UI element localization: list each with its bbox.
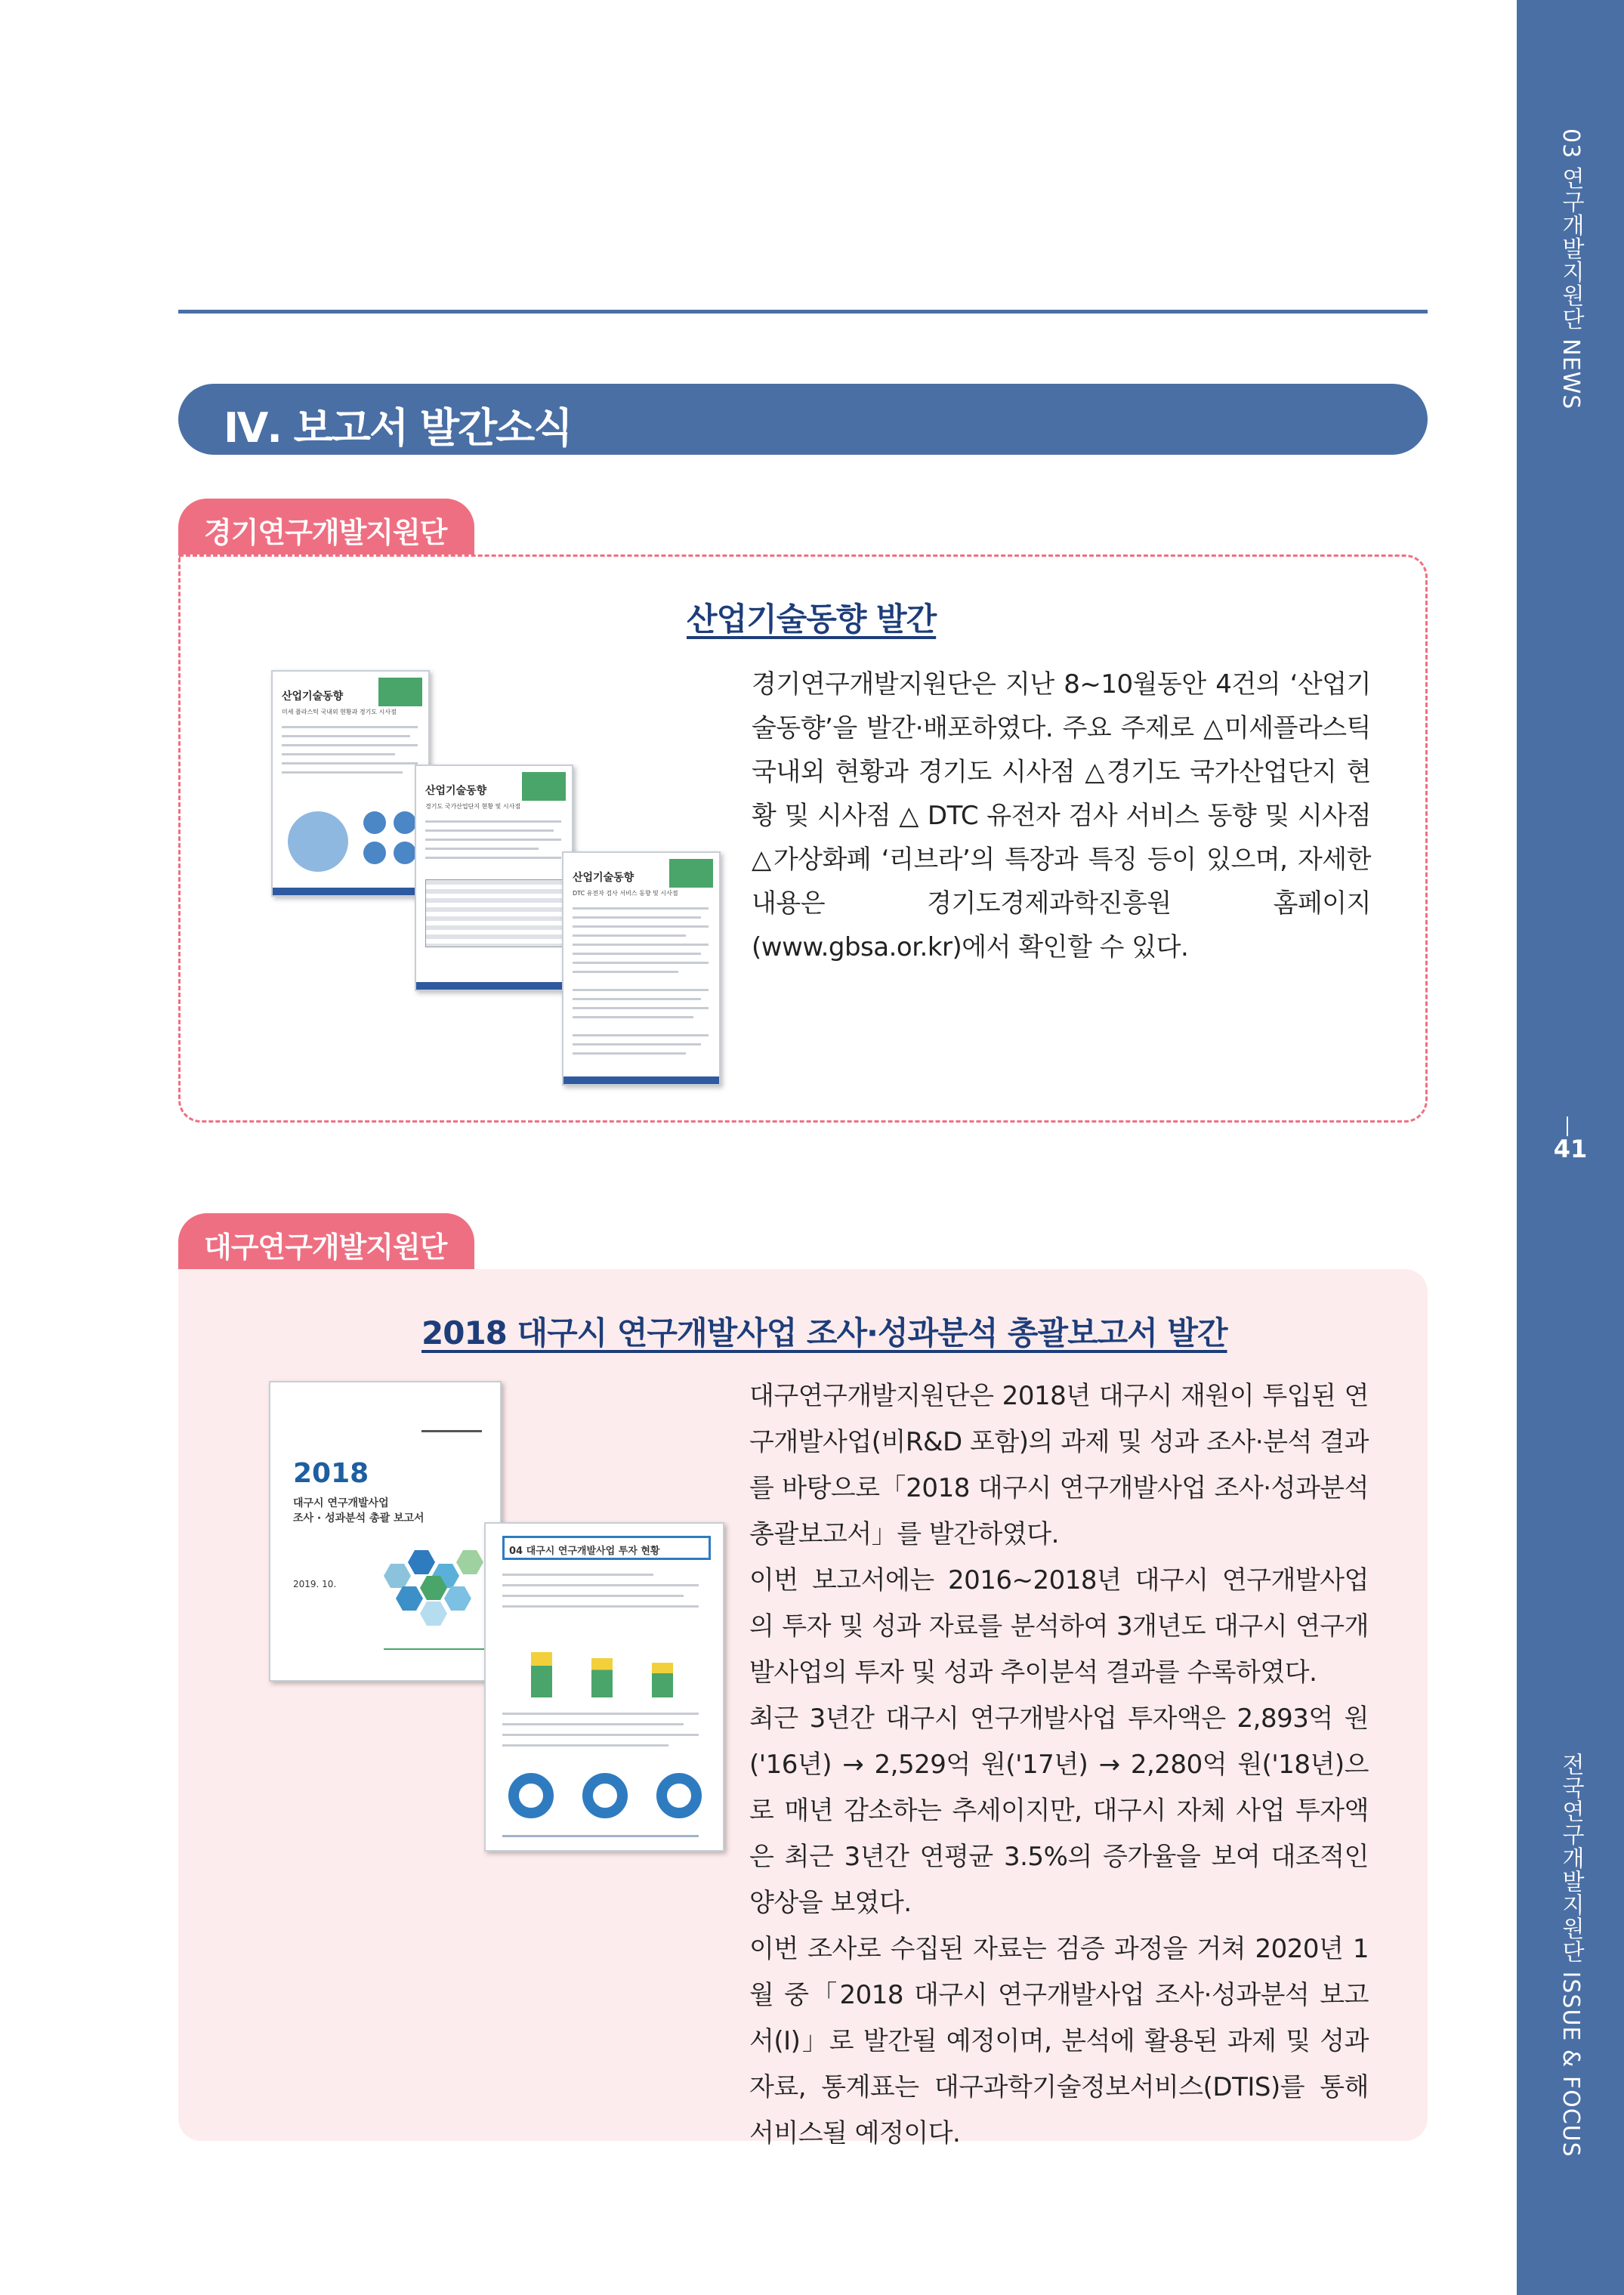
donut-chart-figure (656, 1773, 702, 1818)
donut-chart-figure (582, 1773, 628, 1818)
cover-title-line: 대구시 연구개발사업 (293, 1497, 389, 1509)
text-line (425, 848, 539, 850)
hexagon-graphic (384, 1564, 411, 1588)
text-line (282, 771, 403, 774)
thumbnail-footer (563, 1076, 719, 1084)
report-cover (269, 1381, 502, 1682)
report-thumbnail (415, 764, 573, 991)
figure-circle (363, 842, 386, 864)
issue-badge (522, 772, 566, 801)
text-line (282, 762, 418, 764)
top-divider (178, 310, 1428, 314)
text-line (425, 820, 561, 823)
cover-title-line: 조사 · 성과분석 총괄 보고서 (293, 1512, 425, 1524)
hexagon-graphic (456, 1550, 483, 1574)
thumbnail-subtitle: 경기도 국가산업단지 현황 및 시사점 (425, 803, 521, 810)
figure-circle (363, 811, 386, 834)
donut-chart-figure (508, 1773, 554, 1818)
text-line (573, 934, 686, 937)
page-tick (1567, 1117, 1568, 1136)
body-paragraph: 이번 조사로 수집된 자료는 검증 과정을 거쳐 2020년 1월 중「2018 대구시 연구개발사업 조사·성과분석 보고서(I)」로 발간될 예정이며, 분석에 활용된 과제 및 성과자료, 통계표는 대구과학기술정보서비스(DTIS)를 통해 서비스될 예정이다. (749, 1934, 1369, 2148)
text-line (573, 1052, 686, 1055)
thumbnail-title: 산업기술동향 (282, 690, 344, 703)
text-line (573, 998, 701, 1000)
gyeonggi-body: 경기연구개발지원단은 지난 8~10월동안 4건의 ‘산업기술동향’을 발간·배포하였다. 주요 주제로 △미세플라스틱 국내외 현황과 경기도 시사점 △경기도 국가산업단지 현황 및 시사점 △ DTC 유전자 검사 서비스 동향 및 시사점 △가상화폐 ‘리브라’의 특장과 특징 등이 있으며, 자세한 내용은 경기도경제과학진흥원 홈페이지(www.gbsa.or.kr)에서 확인할 수 있다. (752, 669, 1371, 962)
thumbnail-subtitle: 미세 플라스틱 국내외 현황과 경기도 시사점 (282, 709, 397, 715)
body-paragraph: 이번 보고서에는 2016~2018년 대구시 연구개발사업의 투자 및 성과 자료를 분석하여 3개년도 대구시 연구개발사업의 투자 및 성과 추이분석 결과를 수록하였다. (749, 1565, 1369, 1688)
text-line (282, 753, 395, 755)
text-line (425, 857, 561, 859)
text-line (282, 726, 418, 728)
brand-mark (421, 1417, 482, 1432)
text-line (573, 944, 709, 946)
text-line (425, 829, 554, 832)
hexagon-graphic (444, 1586, 471, 1611)
figure-circle (394, 811, 416, 834)
text-line (502, 1595, 684, 1597)
text-line (573, 1007, 709, 1009)
text-line (502, 1584, 699, 1586)
side-bar (1517, 0, 1624, 2295)
thumbnail-title: 산업기술동향 (573, 872, 634, 884)
bar (591, 1658, 613, 1697)
cover-title (293, 1496, 425, 1526)
text-line (502, 1744, 668, 1747)
sidebar-bottom-label: 전국연구개발지원단 ISSUE & FOCUS (1558, 1753, 1584, 2158)
text-line (282, 744, 418, 746)
daegu-title: 2018 대구시 연구개발사업 조사·성과분석 총괄보고서 발간 (421, 1314, 1227, 1351)
text-line (573, 916, 701, 919)
text-line (573, 1034, 709, 1036)
issue-badge (378, 678, 422, 706)
text-line (502, 1734, 699, 1736)
gyeonggi-tag: 경기연구개발지원단 (178, 499, 474, 556)
text-line (573, 1016, 693, 1018)
cover-year: 2018 (293, 1458, 369, 1489)
report-thumbnail (271, 670, 430, 897)
text-line (502, 1574, 653, 1576)
issue-badge (669, 859, 713, 888)
report-inner-page (484, 1522, 724, 1852)
data-table-figure (425, 879, 566, 947)
section-title: Ⅳ. 보고서 발간소식 (224, 404, 572, 452)
text-line (502, 1835, 699, 1837)
body-paragraph: 대구연구개발지원단은 2018년 대구시 재원이 투입된 연구개발사업(비R&D 포함)의 과제 및 성과 조사·분석 결과를 바탕으로「2018 대구시 연구개발사업 조사·성과분석 총괄보고서」를 발간하였다. (749, 1381, 1369, 1549)
figure-circle (288, 811, 348, 872)
text-line (502, 1605, 699, 1608)
bar (652, 1663, 673, 1697)
publisher-logo (384, 1648, 489, 1662)
text-line (573, 989, 709, 991)
inner-heading: 04 대구시 연구개발사업 투자 현황 (502, 1536, 711, 1560)
page-number: 41 (1553, 1135, 1588, 1163)
bar-chart-figure (516, 1637, 697, 1697)
daegu-tag: 대구연구개발지원단 (178, 1213, 474, 1271)
report-thumbnail (562, 851, 721, 1086)
hexagon-graphic (408, 1550, 435, 1574)
text-line (282, 735, 410, 737)
text-line (573, 971, 678, 973)
gyeonggi-box (178, 554, 1428, 1123)
text-line (573, 1043, 701, 1046)
daegu-box (178, 1269, 1428, 2148)
text-line (573, 907, 709, 910)
text-line (425, 839, 561, 841)
text-line (502, 1713, 699, 1715)
daegu-body (749, 1373, 1369, 2157)
thumbnail-footer (416, 982, 572, 990)
figure-circle (394, 842, 416, 864)
hexagon-graphic (396, 1586, 423, 1611)
thumbnail-subtitle: DTC 유전자 검사 서비스 동향 및 시사점 (573, 890, 678, 897)
text-line (573, 925, 709, 928)
gyeonggi-title: 산업기술동향 발간 (687, 601, 937, 638)
text-line (573, 962, 709, 964)
sidebar-top-label: 03 연구개발지원단 NEWS (1558, 128, 1584, 410)
bar (531, 1652, 552, 1697)
text-line (502, 1723, 684, 1725)
cover-date: 2019. 10. (293, 1579, 337, 1589)
section-header (178, 384, 1428, 455)
thumbnail-title: 산업기술동향 (425, 785, 487, 797)
hexagon-graphic (420, 1602, 447, 1626)
body-paragraph: 최근 3년간 대구시 연구개발사업 투자액은 2,893억 원('16년) → 2,529억 원('17년) → 2,280억 원('18년)으로 매년 감소하는 추세이지만, 대구시 자체 사업 투자액은 최근 3년간 연평균 3.5%의 증가율을 보여 대조적인 양상을 보였다. (749, 1703, 1369, 1918)
text-line (573, 953, 701, 955)
thumbnail-footer (273, 888, 428, 895)
